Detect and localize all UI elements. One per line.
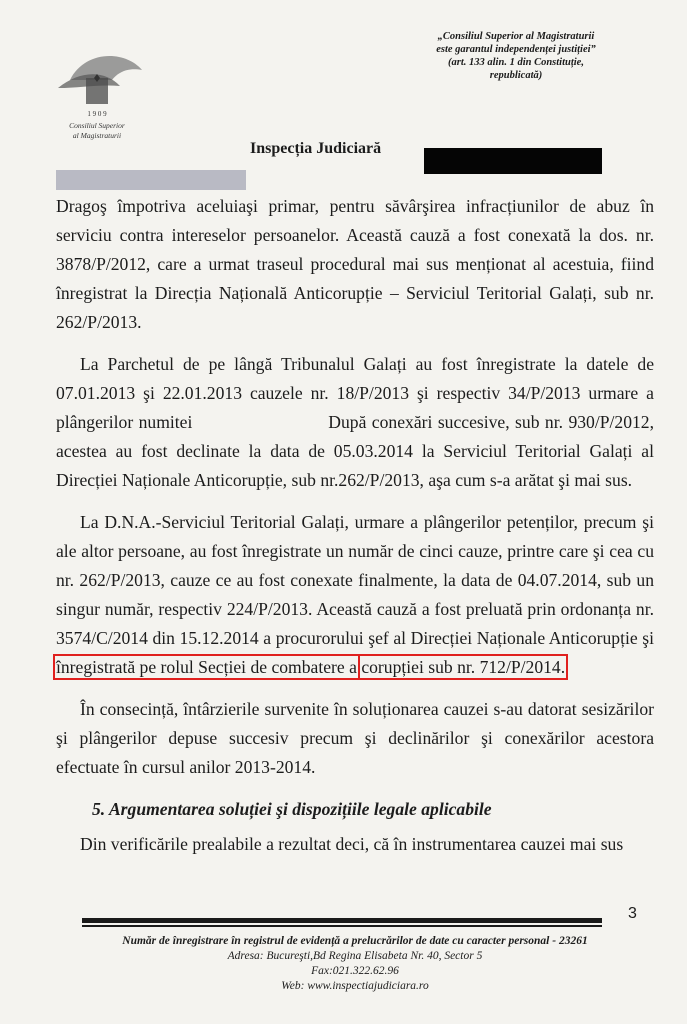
motto-line: (art. 133 alin. 1 din Constituție,: [448, 57, 584, 68]
fax-line: Fax:021.322.62.96: [311, 965, 399, 977]
motto-line: „Consiliul Superior al Magistraturii: [437, 31, 595, 42]
motto-line: republicată): [489, 70, 543, 81]
svg-text:al Magistraturii: al Magistraturii: [72, 131, 122, 140]
section-heading: 5. Argumentarea soluției şi dispozițiile legale aplicabile: [92, 799, 492, 819]
csm-logo-emblem: [50, 40, 160, 150]
motto-line: este garantul independenței justiției”: [436, 44, 596, 55]
csm-logo: [50, 40, 160, 150]
page-footer: [70, 934, 640, 994]
page-number: 3: [628, 905, 637, 922]
footer-rule: [82, 925, 602, 927]
paragraph: La Parchetul de pe lângă Tribunalul Galați au fost înregistrate la datele de 07.01.2013 şi 22.01.2013 cauzele nr. 18/P/2013 şi respectiv 34/P/2013 urmare a plângerilor numitei După conexări succesive, sub nr. 930/P/2012, acestea au fost declinate la data de 05.03.2014 la Serviciul Teritorial Galați al Direcției Naționale Anticorupție, sub nr.262/P/2013, aşa cum s-a arătat şi mai sus.: [56, 354, 659, 490]
highlighted-text: corupției sub nr. 712/P/2014.: [361, 657, 566, 677]
redaction-block: [424, 148, 602, 174]
web-line: Web: www.inspectiajudiciara.ro: [281, 980, 429, 992]
paragraph: În consecință, întârzierile survenite în soluționarea cauzei s-au datorat sesizărilor şi plângerilor depuse succesiv precum şi declinărilor şi conexărilor acestora efectuate în cursul anilor 2013-2014.: [56, 699, 654, 777]
paragraph: Dragoş împotriva aceluiaşi primar, pentru săvârşirea infracțiunilor de abuz în serviciu contra intereselor persoanelor. Această cauză a fost conexată la dos. nr. 3878/P/2012, care a urmat traseul procedural mai sus menționat al acestuia, fiind înregistrat la Direcția Națională Anticorupție – Serviciul Teritorial Galați, sub nr. 262/P/2013.: [56, 196, 654, 332]
paragraph: Din verificările prealabile a rezultat deci, că în instrumentarea cauzei mai sus: [80, 834, 624, 854]
paragraph-text: La D.N.A.-Serviciul Teritorial Galați, urmare a plângerilor petenților, precum şi ale altor persoane, au fost înregistrate un număr de cinci cauze, printre care şi cea cu nr. 262/P/2013, cauze ce au fost conexate finalmente, la data de 04.07.2014, sub un singur număr, respectiv 224/P/2013. Această cauză a fost preluată prin ordonanța nr. 3574/C/2014 din 15.12.2014 a procurorului şef al Direcției Naționale Anticorupție şi: [56, 512, 654, 648]
svg-text:Consiliul Superior: Consiliul Superior: [69, 121, 125, 130]
footer-rule: [82, 918, 602, 923]
address-line: Adresa: Bucureşti,Bd Regina Elisabeta Nr. 40, Sector 5: [227, 950, 483, 962]
svg-text:1 9 0 9: 1 9 0 9: [87, 110, 107, 118]
institution-title: Inspecția Judiciară: [250, 140, 382, 157]
constitution-motto: [401, 30, 631, 82]
document-body: [56, 178, 659, 872]
registration-line: Număr de înregistrare în registrul de evidență a prelucrărilor de date cu caracter personal - 23261: [122, 935, 588, 947]
paragraph: [56, 508, 654, 682]
highlighted-text: înregistrată pe rolul Secției de combatere a: [56, 657, 357, 677]
